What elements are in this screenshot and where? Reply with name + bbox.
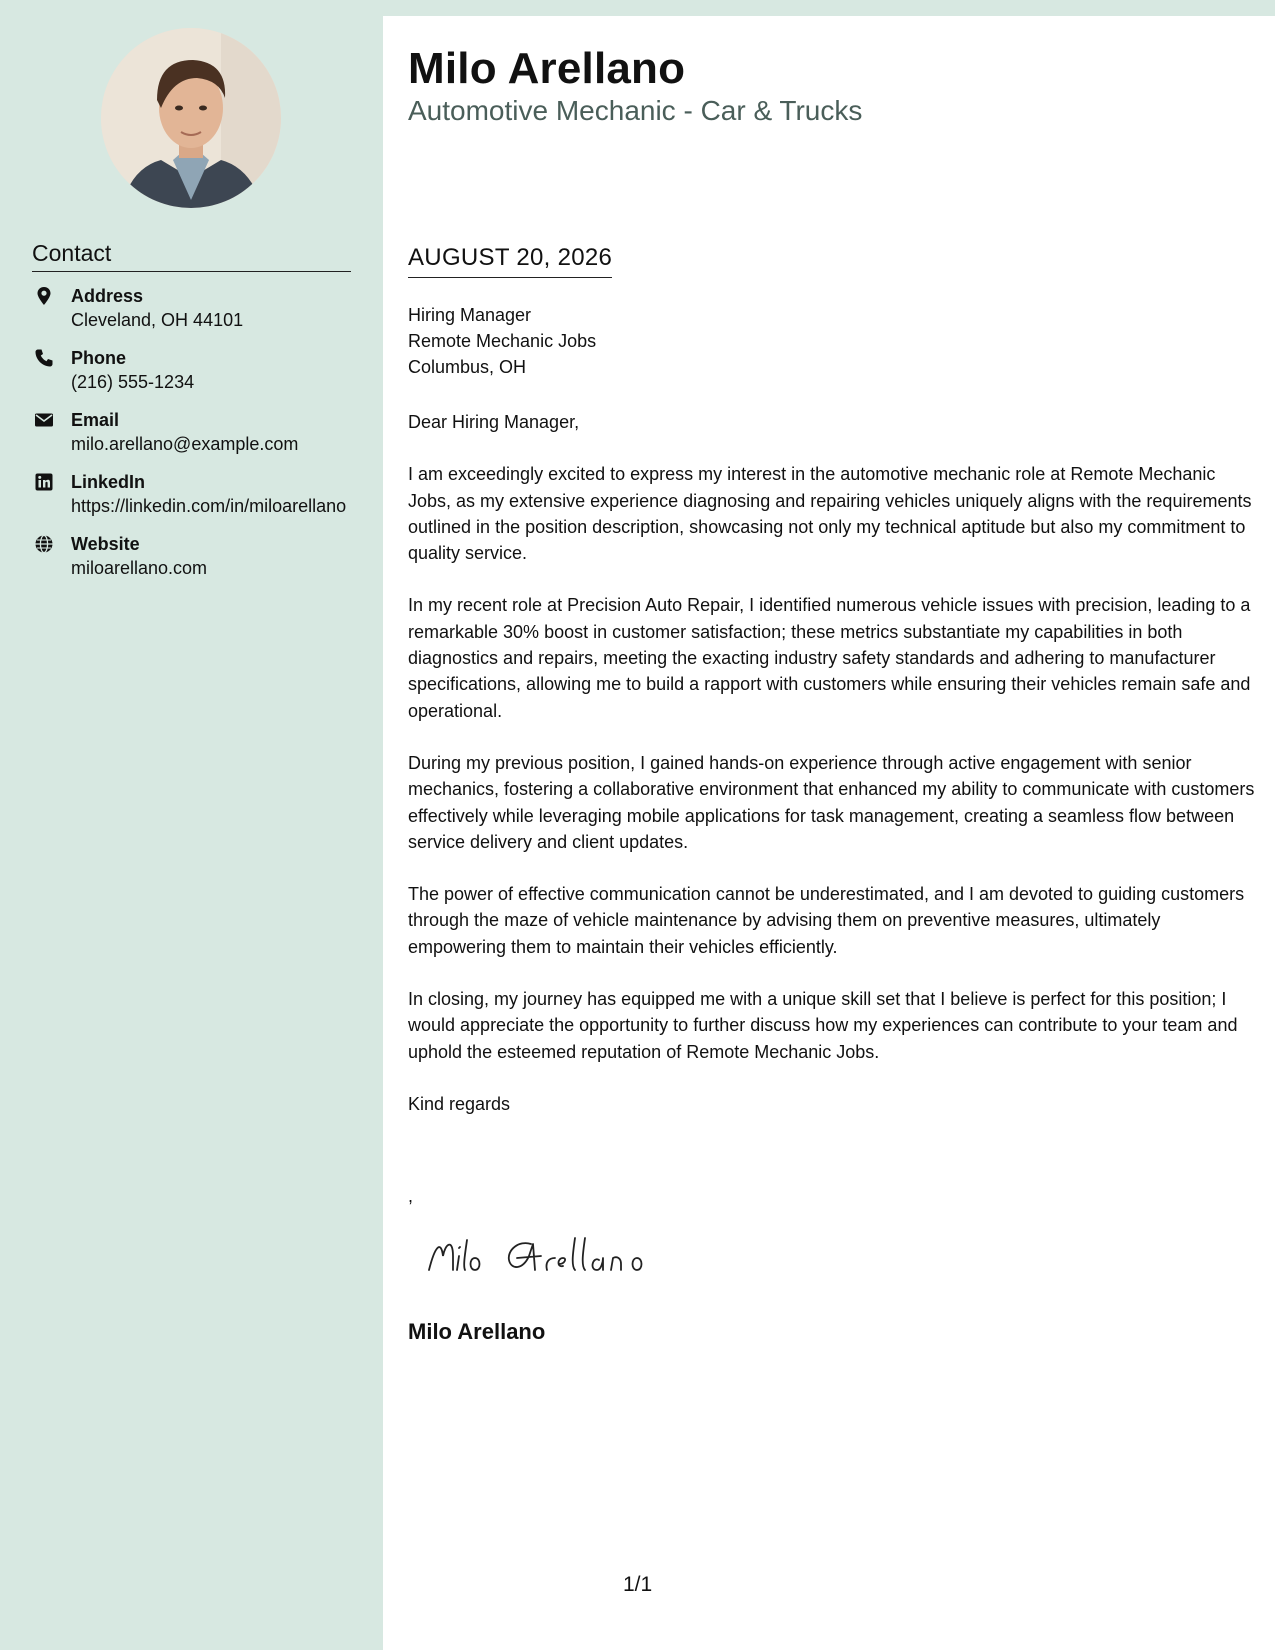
contact-value: (216) 555-1234 — [71, 372, 195, 392]
paragraph: In closing, my journey has equipped me with a unique skill set that I believe is perfect for this position; I would appreciate the opportunity to further discuss how my experiences can contribute to your team and uphold the esteemed reputation of Remote Mechanic Jobs. — [408, 989, 1238, 1062]
recipient-line: Columbus, OH — [408, 357, 527, 377]
envelope-icon — [34, 410, 54, 430]
linkedin-link[interactable]: https://linkedin.com/in/miloarellano — [71, 496, 347, 516]
greeting: Dear Hiring Manager, — [408, 412, 580, 432]
email-link[interactable]: milo.arellano@example.com — [71, 434, 299, 454]
phone-icon — [34, 348, 54, 368]
paragraph: During my previous position, I gained hands-on experience through active engagement with senior mechanics, fostering a collaborative environment that enhanced my ability to communicate with customers effectively while leveraging mobile applications for task management, creating a seamless flow between service delivery and client updates. — [408, 752, 1255, 852]
contact-label: Email — [71, 410, 120, 430]
avatar-portrait-icon — [101, 28, 281, 208]
closing: Kind regards — [408, 1093, 511, 1114]
website-link[interactable]: miloarellano.com — [71, 558, 208, 578]
job-title: Automotive Mechanic - Car & Trucks — [408, 95, 863, 126]
contact-value: Cleveland, OH 44101 — [71, 310, 244, 330]
sidebar — [0, 0, 383, 1650]
applicant-name: Milo Arellano — [408, 44, 686, 93]
contact-item-email[interactable] — [32, 408, 352, 457]
contact-label: Address — [71, 286, 144, 306]
contact-item-address — [32, 284, 352, 333]
contact-item-website[interactable] — [32, 532, 352, 581]
handwritten-signature — [423, 1226, 663, 1286]
letter-date: AUGUST 20, 2026 — [408, 244, 612, 278]
paragraph: In my recent role at Precision Auto Repair, I identified numerous vehicle issues with precision, leading to a remarkable 30% boost in customer satisfaction; these metrics substantiate my capabilities in both diagnostics and repairs, meeting the exacting industry safety standards and adhering to manufacturer specifications, allowing me to build a rapport with customers while ensuring their vehicles remain safe and operational. — [408, 595, 1251, 721]
page-number: 1/1 — [623, 1573, 653, 1596]
closing-comma: , — [408, 1186, 414, 1206]
signature-image — [423, 1226, 663, 1286]
paragraph: I am exceedingly excited to express my interest in the automotive mechanic role at Remote Mechanic Jobs, as my extensive experience diagnosing and repairing vehicles uniquely aligns with the requirements outlined in the position description, showcasing not only my technical aptitude but also my commitment to quality service. — [408, 464, 1252, 564]
paragraph: The power of effective communication cannot be underestimated, and I am devoted to guiding customers through the maze of vehicle maintenance by advising them on preventive measures, ultimately empowering them to maintain their vehicles efficiently. — [408, 884, 1245, 957]
contact-item-phone — [32, 346, 352, 395]
signer-name: Milo Arellano — [408, 1319, 546, 1344]
contact-label: Phone — [71, 348, 127, 368]
map-pin-icon — [34, 286, 54, 306]
contact-label: Website — [71, 534, 140, 554]
contact-heading: Contact — [32, 240, 351, 272]
recipient-line: Hiring Manager — [408, 305, 532, 325]
linkedin-icon — [34, 472, 54, 492]
letter-body — [383, 16, 1275, 1650]
contact-item-linkedin[interactable] — [32, 470, 352, 519]
recipient-block — [408, 302, 596, 380]
avatar — [101, 28, 281, 208]
globe-icon — [34, 534, 54, 554]
letter-text — [408, 409, 1258, 1143]
contact-label: LinkedIn — [71, 472, 146, 492]
contact-list — [32, 284, 352, 594]
recipient-line: Remote Mechanic Jobs — [408, 331, 597, 351]
